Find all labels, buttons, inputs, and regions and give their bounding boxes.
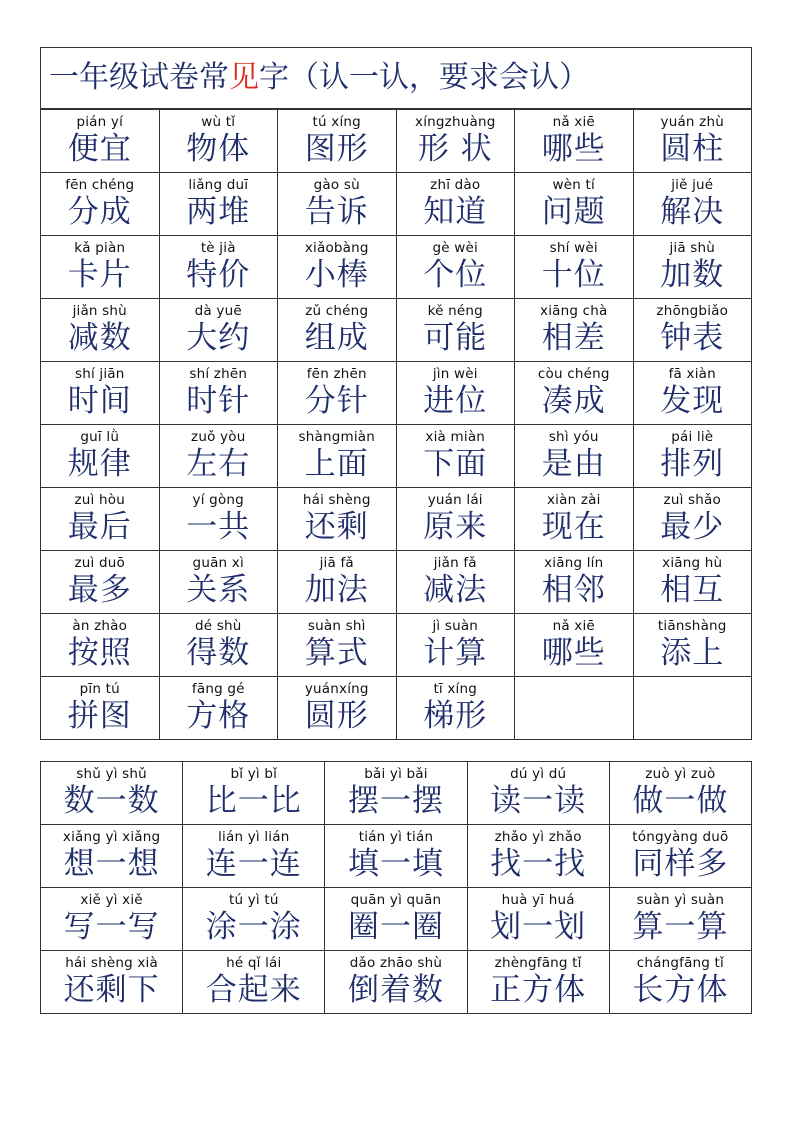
word-cell [633,236,752,299]
pinyin-label: dà yuē [194,303,242,319]
word-cell [633,173,752,236]
pinyin-label: xíngzhuàng [415,114,496,130]
word-cell [278,173,397,236]
hanzi-word: 小棒 [304,257,369,293]
pinyin-label: hái shèng xià [65,955,158,971]
hanzi-word: 涂一涂 [205,909,302,945]
pinyin-label: fā xiàn [668,366,716,382]
hanzi-word: 算一算 [632,909,729,945]
word-cell [467,762,609,825]
pinyin-label: lián yì lián [218,829,290,845]
word-row [41,110,752,173]
hanzi-word: 计算 [423,635,488,671]
word-row [41,551,752,614]
title-part-1: 一年级试卷常 [49,60,229,95]
pinyin-label: zuì hòu [74,492,125,508]
pinyin-label: gè wèi [432,240,478,256]
word-cell [159,551,278,614]
word-cell [325,951,467,1014]
hanzi-word: 图形 [304,131,369,167]
hanzi-word: 找一找 [490,846,587,882]
pinyin-label: zhǎo yì zhǎo [494,829,582,845]
pinyin-label: àn zhào [72,618,128,634]
pinyin-label: pái liè [671,429,714,445]
word-cell [159,677,278,740]
hanzi-word: 便宜 [67,131,132,167]
hanzi-word: 大约 [186,320,251,356]
pinyin-label: zuì duō [74,555,125,571]
hanzi-word: 发现 [660,383,725,419]
hanzi-word: 最后 [67,509,132,545]
hanzi-word: 写一写 [63,909,160,945]
hanzi-word: 加法 [304,572,369,608]
pinyin-label: nǎ xiē [552,618,595,634]
pinyin-label [515,681,633,698]
word-cell [515,551,634,614]
pinyin-label: xiǎng yì xiǎng [62,829,161,845]
hanzi-word: 两堆 [186,194,251,230]
word-cell [633,551,752,614]
pinyin-label: quān yì quān [350,892,442,908]
hanzi-word: 关系 [186,572,251,608]
word-cell [41,173,160,236]
word-cell [515,110,634,173]
pinyin-label: shǔ yì shǔ [76,766,147,782]
hanzi-word: 最少 [660,509,725,545]
word-cell [633,425,752,488]
hanzi-word: 方格 [186,698,251,734]
pinyin-label: zhī dào [430,177,481,193]
word-cell [159,362,278,425]
hanzi-word: 左右 [186,446,251,482]
word-cell [41,299,160,362]
pinyin-label: chángfāng tǐ [636,955,724,971]
pinyin-label: shì yóu [548,429,599,445]
hanzi-word: 特价 [186,257,251,293]
pinyin-label: tiānshàng [657,618,727,634]
pinyin-label: jìn wèi [432,366,478,382]
word-cell [633,362,752,425]
pinyin-label: xiāng hù [662,555,723,571]
word-cell [159,173,278,236]
word-cell [325,825,467,888]
hanzi-word: 连一连 [205,846,302,882]
hanzi-word: 读一读 [490,783,587,819]
word-cell [633,677,752,740]
pinyin-label: yuán lái [427,492,483,508]
word-cell [41,236,160,299]
hanzi-word: 卡片 [67,257,132,293]
hanzi-word: 时针 [186,383,251,419]
pinyin-label: tóngyàng duō [632,829,729,845]
pinyin-label: kǎ piàn [74,240,126,256]
hanzi-word: 可能 [423,320,488,356]
hanzi-word: 告诉 [304,194,369,230]
word-row [41,173,752,236]
word-cell [325,888,467,951]
pinyin-label: shàngmiàn [298,429,376,445]
pinyin-label [634,681,752,698]
pinyin-label: xiě yì xiě [80,892,143,908]
word-cell [41,110,160,173]
word-cell [515,614,634,677]
hanzi-word: 减法 [423,572,488,608]
pinyin-label: zǔ chéng [305,303,369,319]
word-cell [278,425,397,488]
word-cell [396,425,515,488]
hanzi-word: 组成 [304,320,369,356]
pinyin-label: dǎo zhāo shù [349,955,443,971]
word-cell [278,299,397,362]
hanzi-word: 下面 [423,446,488,482]
hanzi-word: 长方体 [632,972,729,1008]
title-part-3: 字（认一认，要求会认） [259,60,589,95]
pinyin-label: suàn yì suàn [636,892,725,908]
word-cell [467,888,609,951]
pinyin-label: hé qǐ lái [226,955,282,971]
word-row [41,425,752,488]
word-cell [396,614,515,677]
pinyin-label: suàn shì [307,618,366,634]
word-cell [633,110,752,173]
pinyin-label: tè jià [200,240,236,256]
pinyin-label: yí gòng [192,492,244,508]
hanzi-word: 数一数 [63,783,160,819]
pinyin-label: zuì shǎo [663,492,721,508]
pinyin-label: wù tǐ [201,114,236,130]
pinyin-label: zhèngfāng tǐ [494,955,582,971]
hanzi-word: 最多 [67,572,132,608]
word-cell [515,362,634,425]
hanzi-word: 进位 [423,383,488,419]
pinyin-label: shí jiān [74,366,125,382]
word-row [41,677,752,740]
word-row [41,614,752,677]
hanzi-word: 解决 [660,194,725,230]
word-cell [278,110,397,173]
word-cell [515,488,634,551]
word-cell [183,762,325,825]
hanzi-word: 哪些 [541,131,606,167]
pinyin-label: gào sù [313,177,360,193]
hanzi-word: 一共 [186,509,251,545]
word-cell [325,762,467,825]
pinyin-label: tú xíng [312,114,361,130]
hanzi-word: 规律 [67,446,132,482]
pinyin-label: guān xì [192,555,244,571]
pinyin-label: tī xíng [433,681,478,697]
pinyin-label: jiǎn fǎ [433,555,477,571]
hanzi-word: 是由 [541,446,606,482]
hanzi-word: 圆柱 [660,131,725,167]
pinyin-label: xiǎobàng [304,240,369,256]
pinyin-label: xiāng chà [540,303,608,319]
hanzi-word: 上面 [304,446,369,482]
hanzi-word: 添上 [660,635,725,671]
pinyin-label: tián yì tián [358,829,434,845]
hanzi-word: 分针 [304,383,369,419]
hanzi-word: 按照 [67,635,132,671]
phrase-row [41,762,752,825]
hanzi-word: 圈一圈 [347,909,444,945]
hanzi-word: 哪些 [541,635,606,671]
word-cell [467,825,609,888]
word-cell [159,299,278,362]
pinyin-label: nǎ xiē [552,114,595,130]
word-cell [515,299,634,362]
word-cell [609,888,751,951]
word-cell [515,425,634,488]
pinyin-label: yuánxíng [304,681,369,697]
hanzi-word: 知道 [423,194,488,230]
vocabulary-sheet [40,47,752,740]
word-cell [609,825,751,888]
page-title [40,47,752,109]
pinyin-label: zhōngbiǎo [656,303,729,319]
hanzi-word: 还剩 [304,509,369,545]
word-cell [467,951,609,1014]
word-cell [396,362,515,425]
pinyin-label: dé shù [194,618,242,634]
hanzi-word: 做一做 [632,783,729,819]
word-cell [159,425,278,488]
pinyin-label: yuán zhù [660,114,724,130]
pinyin-label: jiā fǎ [319,555,354,571]
hanzi-word: 算式 [304,635,369,671]
pinyin-label: tú yì tú [228,892,279,908]
word-cell [278,362,397,425]
word-cell [183,825,325,888]
word-cell [159,110,278,173]
word-cell [633,614,752,677]
word-cell [41,614,160,677]
hanzi-word: 排列 [660,446,725,482]
hanzi-word: 同样多 [632,846,729,882]
word-cell [396,236,515,299]
word-cell [633,299,752,362]
word-cell [159,488,278,551]
word-cell [159,614,278,677]
word-cell [396,551,515,614]
hanzi-word: 划一划 [490,909,587,945]
pinyin-label: xià miàn [425,429,486,445]
hanzi-word: 比一比 [205,783,302,819]
pinyin-label: fāng gé [191,681,245,697]
hanzi-word: 物体 [186,131,251,167]
phrase-row [41,888,752,951]
word-row [41,362,752,425]
pinyin-label: shí wèi [549,240,598,256]
hanzi-word: 问题 [541,194,606,230]
word-cell [278,677,397,740]
hanzi-word: 相邻 [541,572,606,608]
word-cell [41,551,160,614]
hanzi-word: 相互 [660,572,725,608]
hanzi-word: 个位 [423,257,488,293]
pinyin-label: còu chéng [537,366,610,382]
pinyin-label: fēn chéng [65,177,135,193]
pinyin-label: zuǒ yòu [191,429,246,445]
word-cell [396,677,515,740]
word-cell [41,362,160,425]
word-cell [41,762,183,825]
word-cell [515,173,634,236]
hanzi-word: 摆一摆 [347,783,444,819]
hanzi-word: 分成 [67,194,132,230]
word-cell [609,762,751,825]
hanzi-word: 拼图 [67,698,132,734]
word-cell [396,488,515,551]
pinyin-label: jiě jué [671,177,714,193]
word-cell [396,110,515,173]
hanzi-word: 钟表 [660,320,725,356]
word-cell [396,173,515,236]
hanzi-word: 时间 [67,383,132,419]
pinyin-label: shí zhēn [189,366,248,382]
hanzi-word: 减数 [67,320,132,356]
pinyin-label: bǎi yì bǎi [364,766,428,782]
word-cell [278,614,397,677]
word-cell [278,236,397,299]
word-row [41,299,752,362]
word-cell [515,236,634,299]
hanzi-word: 现在 [541,509,606,545]
hanzi-word: 梯形 [423,698,488,734]
pinyin-label: pián yí [76,114,124,130]
pinyin-label: zuò yì zuò [645,766,716,782]
pinyin-label: dú yì dú [510,766,567,782]
hanzi-word: 十位 [541,257,606,293]
word-cell [41,951,183,1014]
hanzi-word: 加数 [660,257,725,293]
hanzi-word: 原来 [423,509,488,545]
pinyin-label: guī lǜ [80,429,120,445]
pinyin-label: pīn tú [79,681,120,697]
pinyin-label: jì suàn [432,618,479,634]
word-cell [183,951,325,1014]
word-row [41,236,752,299]
pinyin-label: jiǎn shù [72,303,127,319]
word-table [40,109,752,740]
word-cell [41,677,160,740]
word-row [41,488,752,551]
word-cell [515,677,634,740]
phrase-row [41,951,752,1014]
phrase-table [40,761,752,1014]
hanzi-word: 凑成 [541,383,606,419]
pinyin-label: huà yī huá [501,892,575,908]
word-cell [159,236,278,299]
word-cell [278,488,397,551]
phrase-row [41,825,752,888]
title-part-2: 见 [229,60,259,95]
hanzi-word: 相差 [541,320,606,356]
pinyin-label: jiā shù [669,240,716,256]
word-cell [41,825,183,888]
pinyin-label: hái shèng [302,492,371,508]
hanzi-word: 还剩下 [63,972,160,1008]
pinyin-label: bǐ yì bǐ [230,766,278,782]
word-cell [278,551,397,614]
hanzi-word: 填一填 [347,846,444,882]
word-cell [633,488,752,551]
pinyin-label: liǎng duī [188,177,249,193]
word-cell [41,488,160,551]
hanzi-word: 圆形 [304,698,369,734]
word-cell [41,888,183,951]
pinyin-label: kě néng [427,303,483,319]
hanzi-word: 想一想 [63,846,160,882]
pinyin-label: xiàn zài [546,492,601,508]
word-cell [396,299,515,362]
pinyin-label: xiāng lín [544,555,604,571]
hanzi-word: 得数 [186,635,251,671]
word-cell [183,888,325,951]
hanzi-word: 倒着数 [347,972,444,1008]
word-cell [41,425,160,488]
word-cell [609,951,751,1014]
pinyin-label: wèn tí [552,177,595,193]
hanzi-word: 正方体 [490,972,587,1008]
hanzi-word: 形 状 [417,131,493,167]
hanzi-word: 合起来 [205,972,302,1008]
pinyin-label: fēn zhēn [306,366,367,382]
